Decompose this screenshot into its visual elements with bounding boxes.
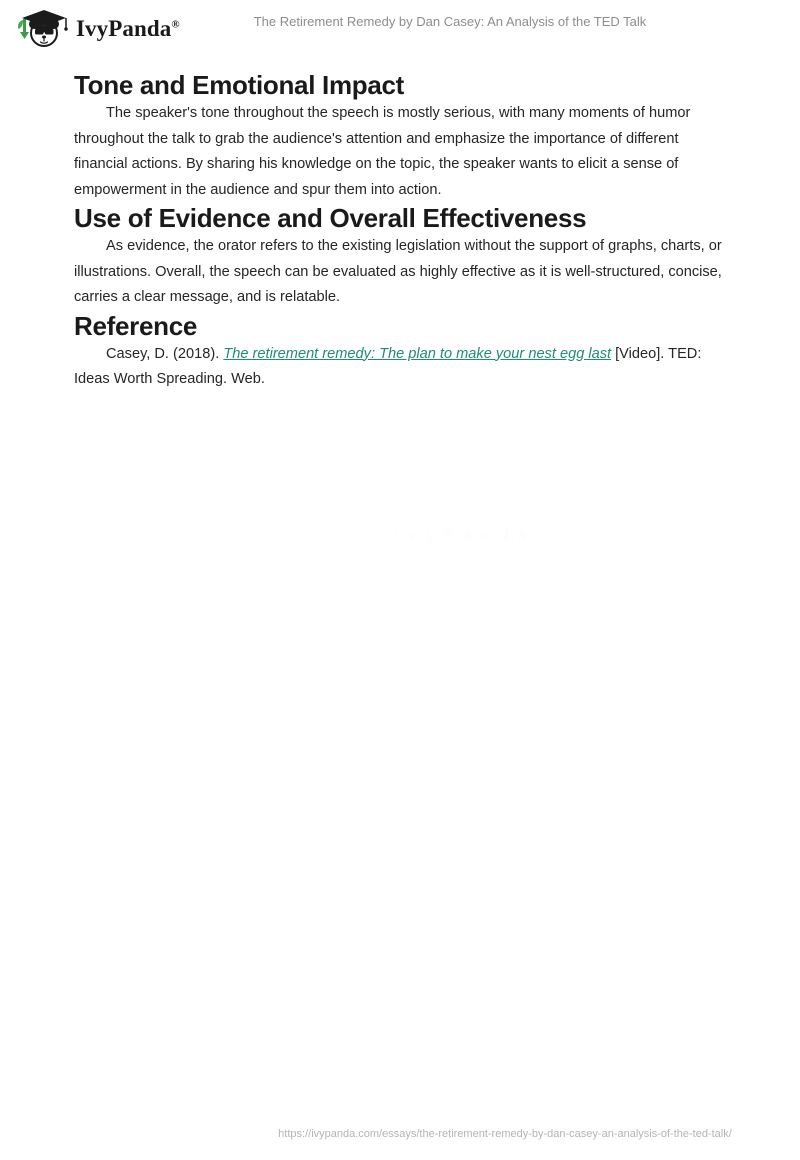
footer-source-url: https://ivypanda.com/essays/the-retirement-remedy-by-dan-casey-an-analysis-of-the-ted-talk/ [278, 1128, 732, 1140]
citation-source-details: [Video]. TED: Ideas Worth Spreading. Web. [74, 345, 702, 387]
reference-source-link[interactable]: The retirement remedy: The plan to make your nest egg last [223, 345, 612, 362]
section-paragraph-evidence: As evidence, the orator refers to the existing legislation without the support of graphs, charts, or illustrations. Overall, the speech can be evaluated as highly effective as it is well-structured, concise, carries a clear message, and is relatable. [74, 238, 722, 305]
page-header [0, 0, 800, 56]
registered-trademark-symbol: ® [171, 17, 180, 30]
section-paragraph-tone: The speaker's tone throughout the speech is mostly serious, with many moments of humor throughout the talk to grab the audience's attention and emphasize the importance of different financial actions. By sharing his knowledge on the topic, the speaker wants to elicit a sense of empowerment in the audience and spur them into action. [74, 105, 691, 198]
page-footer [0, 1124, 800, 1142]
citation-author-year: Casey, D. (2018). [106, 345, 224, 362]
faint-watermark: I v y P a n d a [395, 528, 529, 544]
section-heading-tone: Tone and Emotional Impact [74, 70, 405, 100]
section-heading-reference: Reference [74, 310, 198, 341]
brand-name-text: IvyPanda [76, 15, 172, 41]
reference-citation [74, 342, 722, 393]
document-header-title: The Retirement Remedy by Dan Casey: An Analysis of the TED Talk [253, 14, 647, 29]
document-content [74, 70, 722, 393]
section-heading-evidence: Use of Evidence and Overall Effectiveness [74, 203, 587, 233]
